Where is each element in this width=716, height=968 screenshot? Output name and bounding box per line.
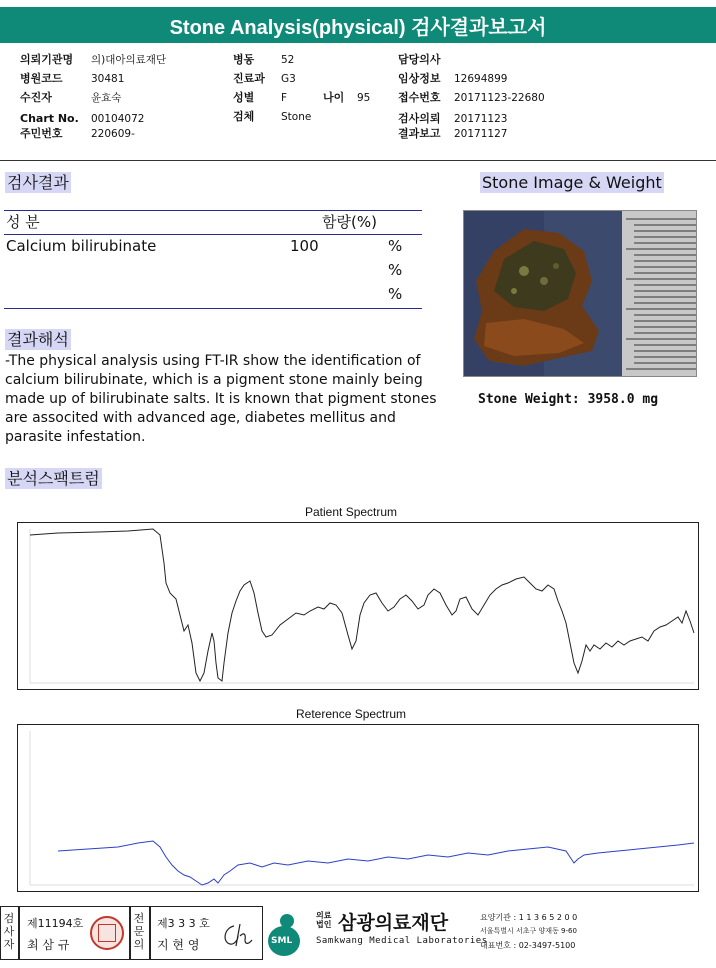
info-label: 병원코드 [20, 72, 63, 85]
org-english-name: Samkwang Medical Laboratories [316, 936, 488, 946]
info-label: Chart No. [20, 112, 79, 125]
signature-divider [129, 906, 131, 960]
org-address: 서울특별시 서초구 양재동 9-60 [480, 927, 577, 935]
examiner-license: 제11194호 [27, 917, 84, 930]
col-content-header: 함량(%) [322, 213, 377, 231]
info-label: 주민번호 [20, 127, 63, 140]
info-label: 진료과 [233, 72, 265, 85]
table-header-rule [4, 234, 422, 235]
info-label: 결과보고 [398, 127, 441, 140]
examiner-label: 검 사 자 [3, 912, 15, 951]
component-amount: 100 [290, 237, 319, 255]
info-value: 20171127 [454, 128, 508, 140]
component-name: Calcium bilirubinate [6, 237, 157, 255]
component-unit: % [388, 285, 403, 303]
reference-spectrum-plot [17, 724, 699, 892]
patient-axis-ticks [30, 529, 694, 683]
table-bottom-rule [4, 308, 422, 309]
info-value: 220609- [91, 128, 135, 140]
info-value: 20171123-22680 [454, 92, 545, 104]
patient-spectrum-plot [17, 522, 699, 690]
component-unit: % [388, 237, 403, 255]
info-value: 52 [281, 54, 295, 66]
info-value: F [281, 92, 288, 104]
info-label: 성별 [233, 91, 255, 104]
patient-spectrum-line [30, 529, 694, 681]
info-col-3 [398, 53, 545, 142]
info-label: 수진자 [20, 91, 52, 104]
reference-spectrum-line [58, 841, 694, 885]
stone-heading: Stone Image & Weight [482, 173, 662, 192]
info-value: Stone [281, 111, 312, 123]
info-divider [0, 160, 716, 161]
report-footer [0, 906, 716, 962]
col-component-header: 성 분 [6, 213, 40, 231]
info-label: 검체 [233, 110, 255, 123]
org-code: 요양기관 : 1 1 3 6 5 2 0 0 [480, 913, 578, 922]
interpretation-text: -The physical analysis using FT-IR show the identification of calcium bilirubinate, which is a pigment stone mainly being made up of bilirubinate salts. It is known that pigment stones are associted with advanced age, diabetes mellitus and parasite infestation. [5, 353, 437, 445]
report-title: Stone Analysis(physical) 검사결과보고서 [0, 7, 716, 43]
reference-spectrum-title: Reterence Spectrum [296, 707, 407, 721]
stone-weight-value: 3958.0 mg [587, 392, 659, 407]
age-value: 95 [357, 92, 371, 104]
results-heading: 검사결과 [7, 173, 69, 192]
info-col-1 [20, 53, 166, 142]
info-value: 의)대아의료재단 [91, 54, 167, 66]
info-value: 20171123 [454, 113, 508, 125]
stone-weight [478, 392, 658, 407]
spectrum-heading: 분석스팩트럼 [7, 469, 100, 488]
logo-abbr: SML [271, 936, 293, 946]
org-phone: 대표번호 : 02-3497-5100 [480, 941, 576, 950]
info-value: 12694899 [454, 73, 508, 85]
org-name: 삼광의료재단 [338, 912, 449, 934]
reference-spectrum-svg [18, 725, 698, 891]
info-value: 30481 [91, 73, 125, 85]
specialist-label: 전 문 의 [133, 912, 145, 951]
examiner-seal-icon [90, 916, 124, 950]
info-value: 윤효숙 [91, 92, 122, 104]
reference-axis-ticks [30, 731, 694, 885]
examiner-name: 최 삼 규 [27, 938, 70, 952]
age-label: 나이 [323, 91, 345, 104]
info-label: 의뢰기관명 [20, 53, 74, 66]
interpretation-heading: 결과해석 [7, 330, 69, 349]
info-label: 검사의뢰 [398, 112, 441, 125]
stone-photo-drawing [464, 211, 697, 377]
info-col-2 [233, 53, 370, 125]
org-prefix: 의료 법인 [316, 911, 332, 929]
patient-spectrum-svg [18, 523, 698, 689]
component-unit: % [388, 261, 403, 279]
patient-spectrum-title: Patient Spectrum [305, 505, 398, 519]
signature-divider [18, 906, 20, 960]
info-label: 임상정보 [398, 72, 441, 85]
info-value: 00104072 [91, 113, 145, 125]
info-label: 접수번호 [398, 91, 441, 104]
info-label: 병동 [233, 53, 255, 66]
stone-weight-label: Stone Weight: [478, 392, 580, 407]
specialist-license: 제3 3 3 호 [157, 917, 210, 930]
info-value: G3 [281, 73, 296, 85]
stone-photo [463, 210, 697, 377]
specialist-signature-icon [220, 920, 256, 950]
specialist-name: 지 현 영 [157, 938, 200, 952]
signature-divider [149, 906, 151, 960]
sml-logo-icon [266, 910, 306, 956]
info-label: 담당의사 [398, 53, 441, 66]
